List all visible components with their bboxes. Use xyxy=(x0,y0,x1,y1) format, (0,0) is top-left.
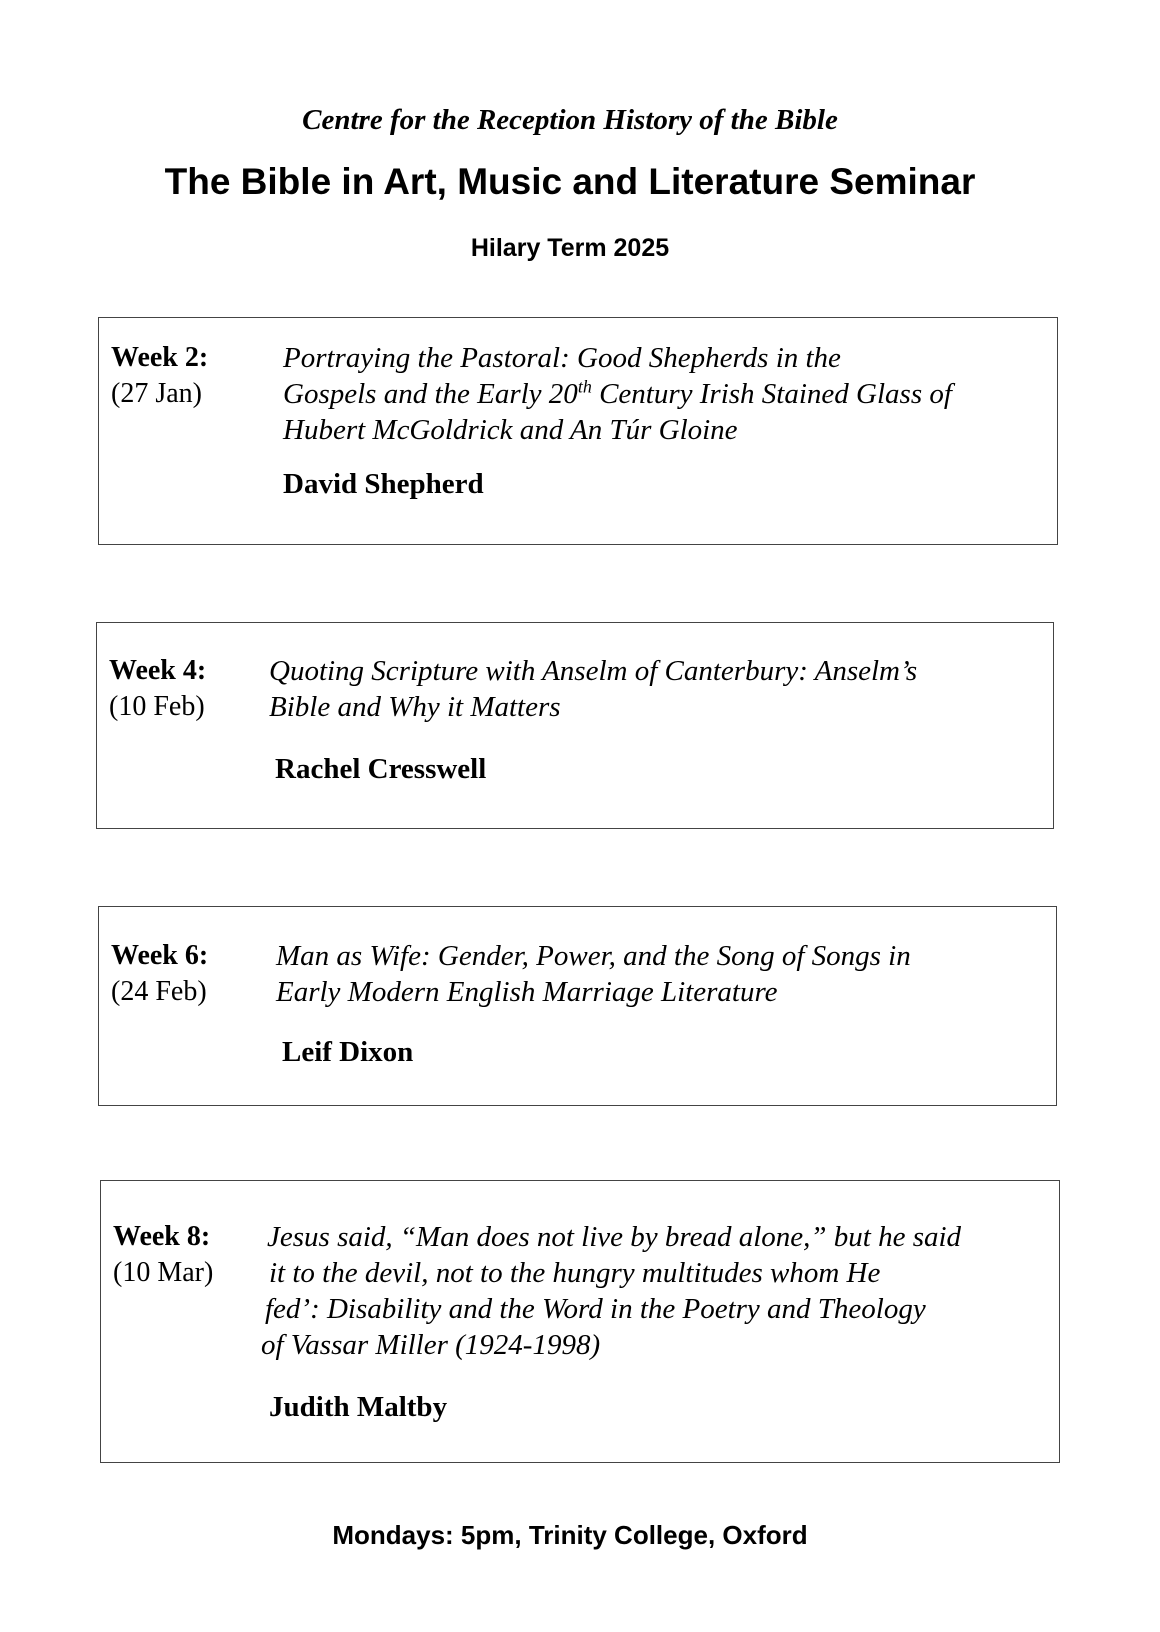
speaker-name: Judith Maltby xyxy=(269,1391,448,1423)
week-date: (10 Mar) xyxy=(113,1257,214,1288)
speaker-name: David Shepherd xyxy=(283,468,484,500)
talk-title-line: Bible and Why it Matters xyxy=(269,691,561,723)
seminar-title: The Bible in Art, Music and Literature Seminar xyxy=(164,161,976,202)
term-label: Hilary Term 2025 xyxy=(470,234,670,262)
week-label: Week 8: xyxy=(113,1221,211,1252)
session-week xyxy=(113,1219,213,1291)
talk-title-line: it to the devil, not to the hungry multitudes whom He xyxy=(269,1257,881,1289)
speaker-name: Rachel Cresswell xyxy=(275,753,487,785)
session-week-2 xyxy=(98,317,1058,545)
session-week-6 xyxy=(98,906,1057,1106)
week-date: (27 Jan) xyxy=(111,378,202,409)
venue-footer: Mondays: 5pm, Trinity College, Oxford xyxy=(332,1520,808,1550)
centre-name: Centre for the Reception History of the Bible xyxy=(302,104,838,136)
ordinal-suffix: th xyxy=(577,376,592,397)
talk-title-line: of Vassar Miller (1924-1998) xyxy=(261,1329,601,1361)
talk-title xyxy=(269,653,917,725)
session-week-4 xyxy=(96,622,1054,829)
session-week-8 xyxy=(100,1180,1060,1463)
talk-title-line: Jesus said, “Man does not live by bread alone,” but he said xyxy=(267,1221,962,1253)
talk-title-line: Portraying the Pastoral: Good Shepherds in the xyxy=(283,342,841,374)
talk-title xyxy=(261,1219,962,1363)
speaker-name: Leif Dixon xyxy=(282,1036,414,1068)
session-week xyxy=(111,340,208,412)
talk-title xyxy=(283,340,952,448)
talk-title-line: Hubert McGoldrick and An Túr Gloine xyxy=(283,414,738,446)
talk-title-line: Gospels and the Early 20th Century Irish Stained Glass of xyxy=(283,376,952,410)
talk-title-line: Early Modern English Marriage Literature xyxy=(276,976,778,1008)
session-week xyxy=(109,653,206,725)
talk-title-line: Man as Wife: Gender, Power, and the Song of Songs in xyxy=(276,940,911,972)
week-date: (10 Feb) xyxy=(109,691,205,722)
talk-title-line: Quoting Scripture with Anselm of Canterbury: Anselm’s xyxy=(269,655,918,687)
talk-title-line: fed’: Disability and the Word in the Poetry and Theology xyxy=(265,1293,926,1325)
week-label: Week 4: xyxy=(109,655,207,686)
week-label: Week 6: xyxy=(111,940,209,971)
week-label: Week 2: xyxy=(111,342,209,373)
session-week xyxy=(111,938,208,1010)
week-date: (24 Feb) xyxy=(111,976,207,1007)
talk-title xyxy=(276,938,911,1010)
